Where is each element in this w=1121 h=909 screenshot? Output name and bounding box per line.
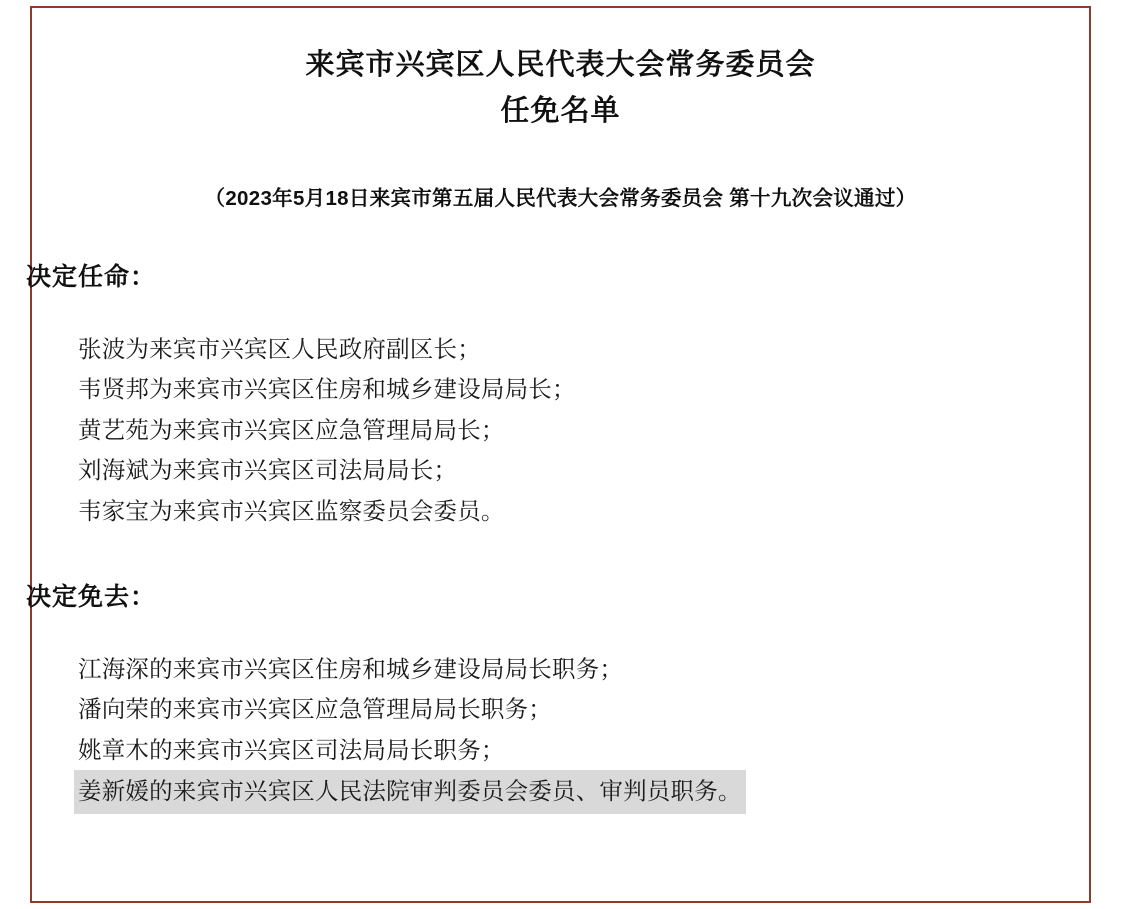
title-line-1: 来宾市兴宾区人民代表大会常务委员会 [305,49,816,81]
title-line-2: 任免名单 [500,94,621,127]
list-item: 刘海斌为来宾市兴宾区司法局局长； [78,457,458,484]
document-subtitle: （2023年5月18日来宾市第五届人民代表大会常务委员会 第十九次会议通过） [204,187,917,210]
list-item: 张波为来宾市兴宾区人民政府副区长； [78,336,481,362]
dismissal-list [78,649,1051,814]
appointment-list [78,329,1051,531]
list-item: 潘向荣的来宾市兴宾区应急管理局局长职务； [78,696,552,723]
list-item: 黄艺苑为来宾市兴宾区应急管理局局长； [78,416,505,443]
list-item: 姚章木的来宾市兴宾区司法局局长职务； [78,736,505,763]
list-item: 江海深的来宾市兴宾区住房和城乡建设局局长职务； [78,656,624,683]
list-item: 韦贤邦为来宾市兴宾区住房和城乡建设局局长； [78,376,576,403]
document-title [70,44,1051,133]
appointment-section-heading: 决定任命： [26,263,157,291]
list-item-highlighted: 姜新媛的来宾市兴宾区人民法院审判委员会委员、审判员职务。 [74,770,746,813]
list-item: 韦家宝为来宾市兴宾区监察委员会委员。 [78,497,505,524]
dismissal-section-heading: 决定免去： [26,583,157,612]
